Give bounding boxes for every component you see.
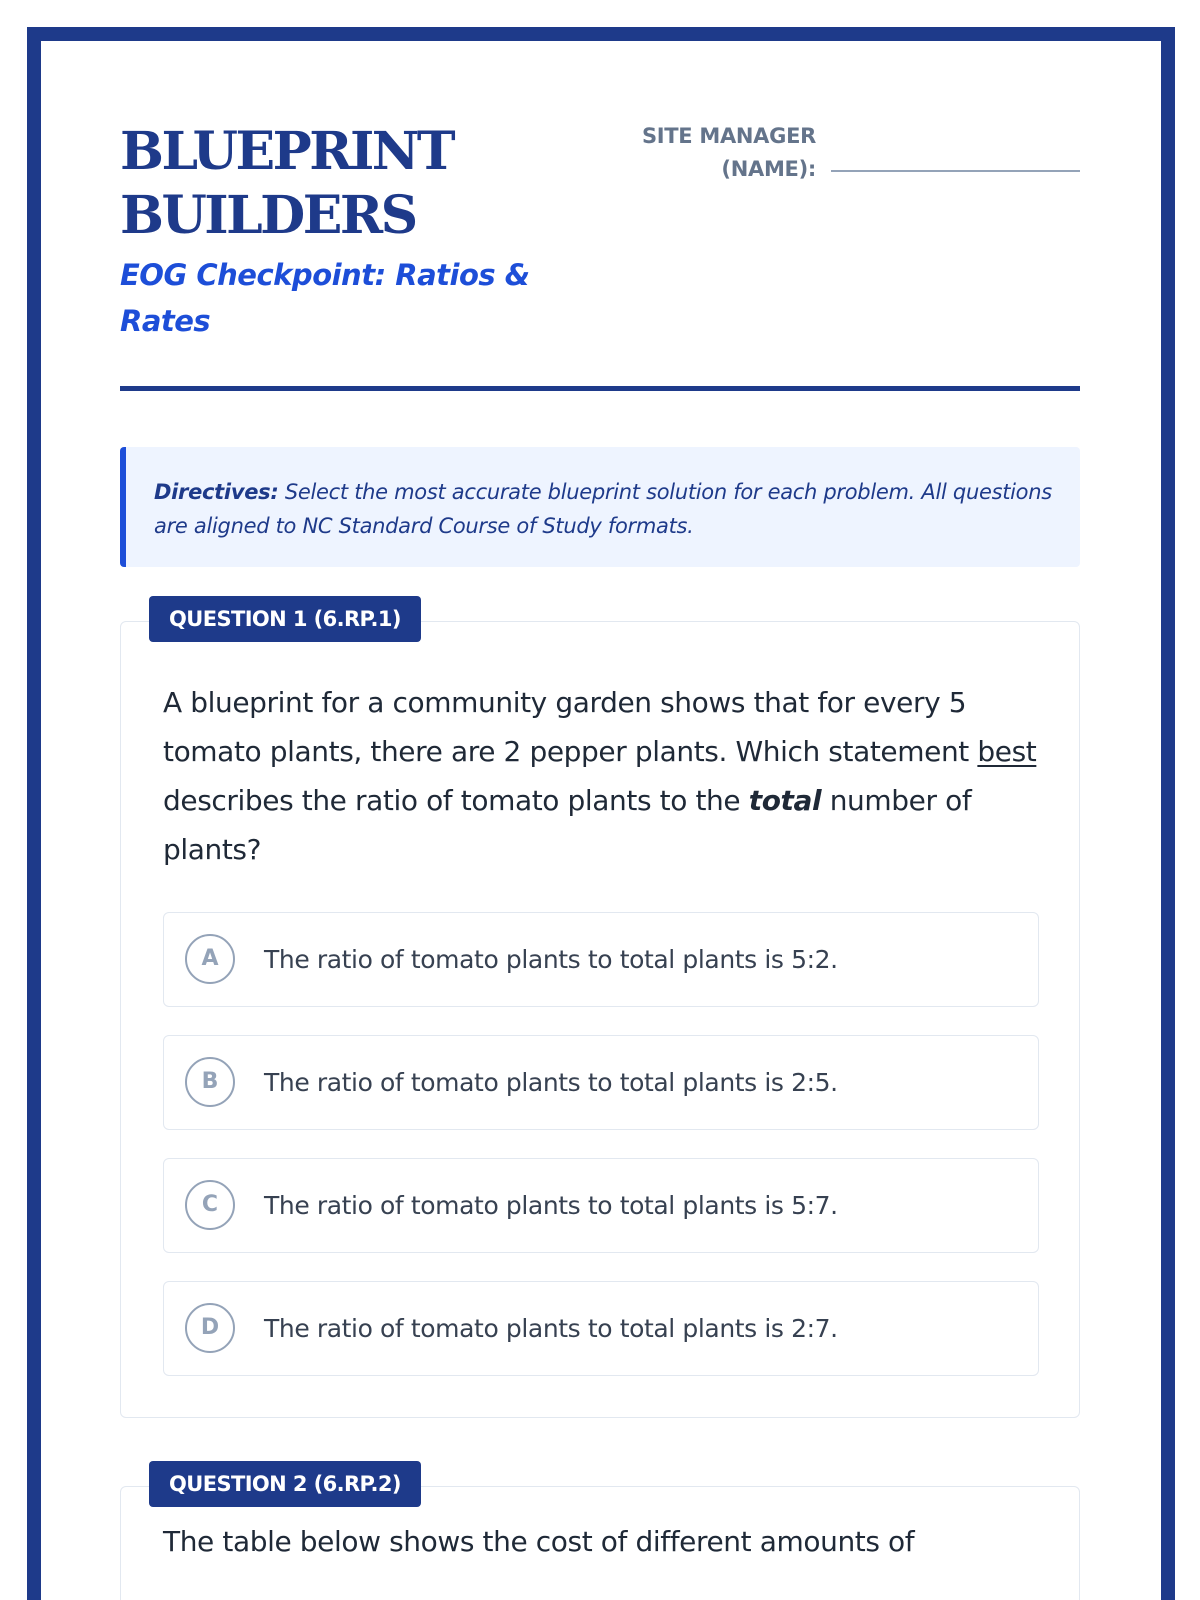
header-divider [120, 386, 1080, 391]
answer-option-a-text: The ratio of tomato plants to total plants is 5:2. [264, 945, 838, 974]
answer-option-b[interactable] [163, 1035, 1039, 1130]
brand-title-line2: BUILDERS [120, 185, 416, 246]
site-manager-label-line1: SITE MANAGER [641, 124, 816, 148]
directives-box [120, 447, 1080, 567]
answer-bubble-d[interactable]: D [185, 1303, 235, 1353]
worksheet-page [120, 0, 1080, 1600]
question-1-text: A blueprint for a community garden shows that for every 5 tomato plants, there are 2 pepper plants. Which statement best describes the ratio of tomato plants to the total number of plants? [163, 686, 1037, 866]
question-1-emphasis-word: total [748, 784, 822, 817]
answer-option-d-text: The ratio of tomato plants to total plants is 2:7. [264, 1314, 838, 1343]
directives-label: Directives: [154, 480, 279, 504]
worksheet-subtitle: EOG Checkpoint: Ratios & Rates [120, 258, 530, 338]
question-2-tag: QUESTION 2 (6.RP.2) [149, 1461, 421, 1507]
question-1-underlined-word: best [977, 735, 1037, 768]
answer-bubble-c[interactable]: C [185, 1180, 235, 1230]
directives-text: Select the most accurate blueprint solution for each problem. All questions are aligned to NC Standard Course of Study formats. [154, 480, 1052, 538]
site-manager-label [596, 120, 816, 186]
answer-option-c[interactable] [163, 1158, 1039, 1253]
answer-option-d[interactable] [163, 1281, 1039, 1376]
answer-option-c-text: The ratio of tomato plants to total plants is 5:7. [264, 1191, 838, 1220]
answer-option-a[interactable] [163, 912, 1039, 1007]
answer-option-b-text: The ratio of tomato plants to total plants is 2:5. [264, 1068, 838, 1097]
brand-title [120, 120, 640, 248]
answer-bubble-a[interactable]: A [185, 934, 235, 984]
question-2-text: The table below shows the cost of different amounts of [163, 1525, 915, 1558]
question-1-tag: QUESTION 1 (6.RP.1) [149, 596, 421, 642]
site-manager-field [620, 118, 1080, 188]
answer-bubble-b[interactable]: B [185, 1057, 235, 1107]
site-manager-name-line[interactable] [831, 170, 1080, 172]
site-manager-label-line2: (NAME): [721, 157, 816, 181]
brand-title-line1: BLUEPRINT [120, 121, 454, 182]
question-card-1 [120, 621, 1080, 1418]
